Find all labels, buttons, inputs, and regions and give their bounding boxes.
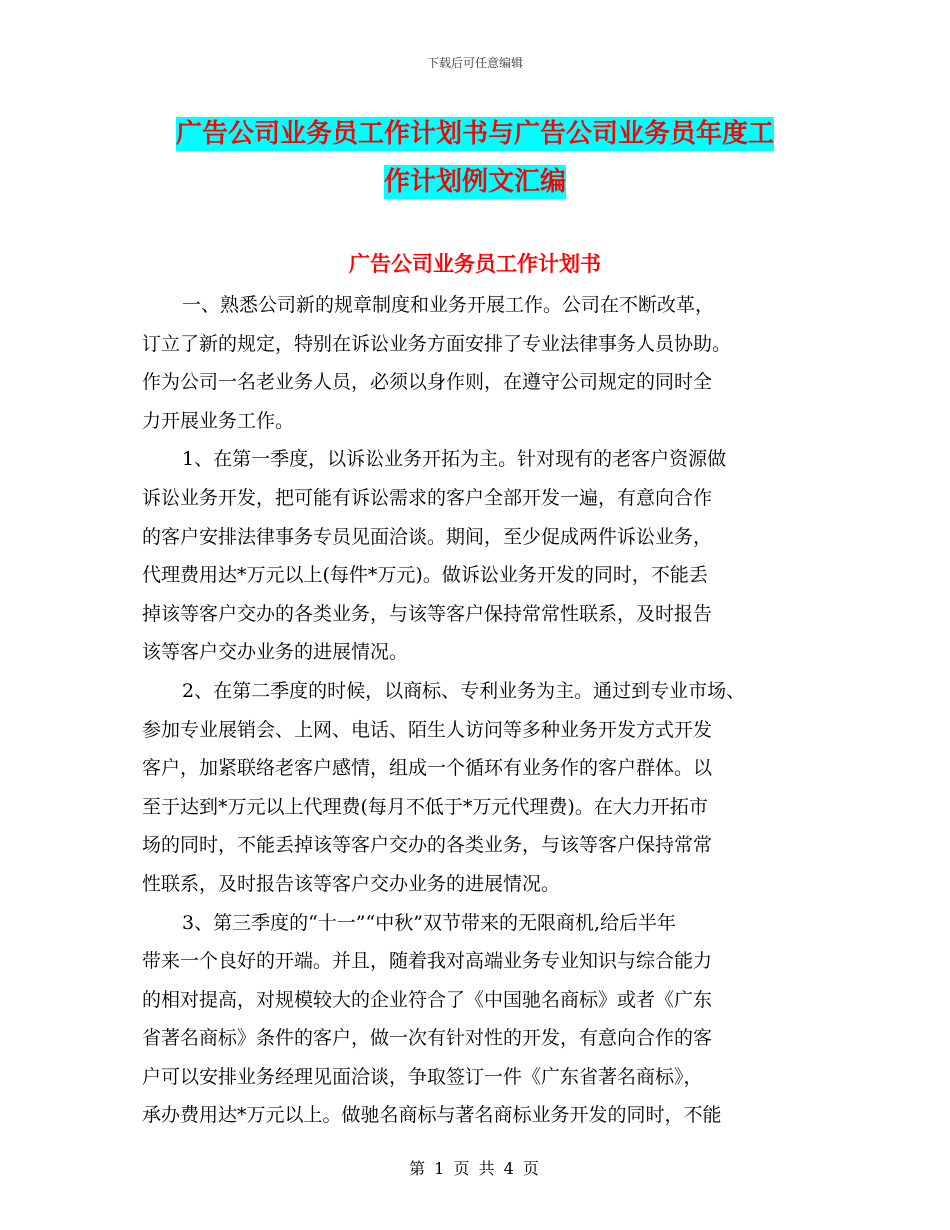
- text-line: 参加专业展销会、上网、电话、陌生人访问等多种业务开发方式开发: [142, 718, 713, 741]
- header-note: 下载后可任意编辑: [426, 56, 523, 70]
- text-line: 订立了新的规定，特别在诉讼业务方面安排了专业法律事务人员协助。: [142, 332, 732, 355]
- text-line: 作为公司一名老业务人员，必须以身作则，在遵守公司规定的同时全: [142, 371, 713, 394]
- text-line: 3、第三季度的“十一”“中秋”双节带来的无限商机,给后半年: [182, 911, 676, 934]
- text-line: 性联系，及时报告该等客户交办业务的进展情况。: [142, 872, 561, 895]
- text-line: 2、在第二季度的时候，以商标、专利业务为主。通过到专业市场、: [182, 679, 746, 702]
- section-title: 广告公司业务员工作计划书: [349, 252, 601, 276]
- text-line: 带来一个良好的开端。并且，随着我对高端业务专业知识与综合能力: [142, 950, 713, 973]
- text-line: 户可以安排业务经理见面洽谈，争取签订一件《广东省著名商标》，: [142, 1065, 703, 1088]
- title-line-2: 作计划例文汇编: [383, 167, 566, 197]
- text-line: 客户，加紧联络老客户感情，组成一个循环有业务作的客户群体。以: [142, 757, 713, 780]
- page-footer: 第 1 页 共 4 页: [409, 1159, 541, 1178]
- body-text: [142, 286, 812, 1135]
- text-line: 至于达到*万元以上代理费(每月不低于*万元代理费)。在大力开拓市: [142, 795, 708, 818]
- text-line: 承办费用达*万元以上。做驰名商标与著名商标业务开发的同时，不能: [142, 1104, 722, 1127]
- document-title: [0, 110, 950, 206]
- text-line: 的客户安排法律事务专员见面洽谈。期间，至少促成两件诉讼业务，: [142, 525, 713, 548]
- title-line-1: 广告公司业务员工作计划书与广告公司业务员年度工: [175, 119, 774, 149]
- text-line: 场的同时，不能丢掉该等客户交办的各类业务，与该等客户保持常常: [142, 834, 713, 857]
- text-line: 的相对提高，对规模较大的企业符合了《中国驰名商标》或者《广东: [142, 988, 713, 1011]
- text-line: 1、在第一季度，以诉讼业务开拓为主。针对现有的老客户资源做: [182, 448, 727, 471]
- text-line: 掉该等客户交办的各类业务，与该等客户保持常常性联系，及时报告: [142, 602, 713, 625]
- text-line: 力开展业务工作。: [142, 409, 295, 432]
- text-line: 省著名商标》条件的客户，做一次有针对性的开发，有意向合作的客: [142, 1027, 713, 1050]
- text-line: 一、熟悉公司新的规章制度和业务开展工作。公司在不断改革，: [182, 294, 715, 316]
- text-line: 代理费用达*万元以上(每件*万元)。做诉讼业务开发的同时，不能丢: [142, 564, 708, 587]
- text-line: 该等客户交办业务的进展情况。: [142, 641, 409, 664]
- text-line: 诉讼业务开发，把可能有诉讼需求的客户全部开发一遍，有意向合作: [142, 486, 713, 509]
